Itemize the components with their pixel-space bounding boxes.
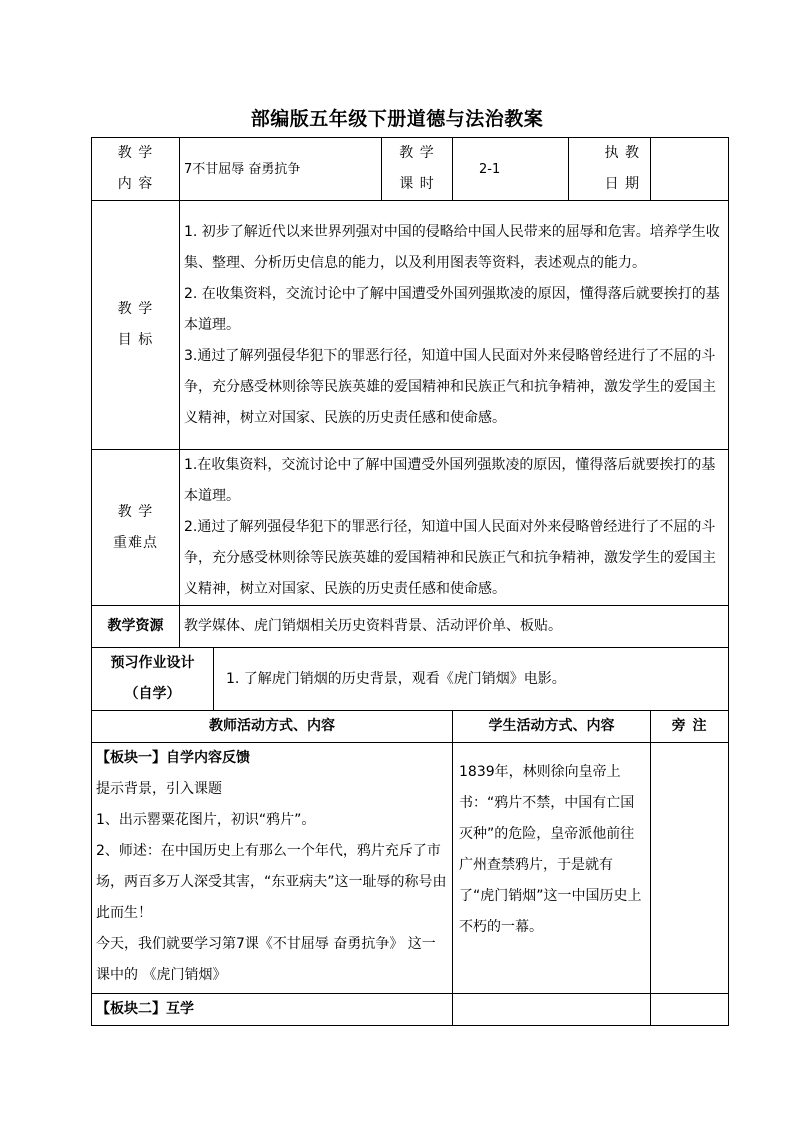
block1-line: 提示背景，引入课题 [96, 781, 222, 797]
content-label: 教 学 内 容 [92, 138, 180, 201]
teacher-activity-header: 教师活动方式、内容 [92, 711, 453, 743]
preview-label: 预习作业设计 （自学） [92, 648, 214, 711]
block1-notes [651, 743, 729, 994]
date-label: 执 教 日 期 [569, 138, 651, 201]
goal-item: 3.通过了解列强侵华犯下的罪恶行径，知道中国人民面对外来侵略曾经进行了不屈的斗争，充分感受林则徐等民族英雄的爱国精神和民族正气和抗争精神，激发学生的爱国主义精神，树立对国家、民族的历史责任感和使命感。 [184, 347, 716, 426]
key-points-content [180, 450, 729, 606]
key-points-label: 教 学 重难点 [92, 450, 180, 606]
block2-student [453, 994, 651, 1026]
block1-student: 1839年，林则徐向皇帝上书：“鸦片不禁，中国有亡国灭种”的危险，皇帝派他前往广州查禁鸦片，于是就有了“虎门销烟”这一中国历史上不朽的一幕。 [453, 743, 651, 994]
resources-label: 教学资源 [92, 606, 180, 648]
block2-notes [651, 994, 729, 1026]
block1-line: 1、出示罂粟花图片，初识“鸦片”。 [96, 812, 316, 828]
key-point-item: 1.在收集资料，交流讨论中了解中国遭受外国列强欺凌的原因，懂得落后就要挨打的基本道理。 [184, 457, 716, 504]
student-activity-header: 学生活动方式、内容 [453, 711, 651, 743]
lesson-plan-table [91, 137, 729, 1026]
goal-item: 2. 在收集资料，交流讨论中了解中国遭受外国列强欺凌的原因，懂得落后就要挨打的基本道理。 [184, 285, 720, 333]
block1-teacher [92, 743, 453, 994]
block1-line: 今天，我们就要学习第7课《不甘屈辱 奋勇抗争》 这一课中的 《虎门销烟》 [96, 936, 436, 983]
preview-value: 1. 了解虎门销烟的历史背景，观看《虎门销烟》电影。 [214, 648, 729, 711]
date-value [651, 138, 729, 201]
notes-header: 旁 注 [651, 711, 729, 743]
block2-heading: 【板块二】互学 [92, 994, 453, 1026]
document-title: 部编版五年级下册道德与法治教案 [250, 108, 544, 130]
hours-value: 2-1 [453, 138, 569, 201]
content-value: 7不甘屈辱 奋勇抗争 [180, 138, 382, 201]
goals-content [180, 201, 729, 450]
goals-label: 教 学 目 标 [92, 201, 180, 450]
key-point-item: 2.通过了解列强侵华犯下的罪恶行径，知道中国人民面对外来侵略曾经进行了不屈的斗争，充分感受林则徐等民族英雄的爱国精神和民族正气和抗争精神，激发学生的爱国主义精神，树立对国家、民族的历史责任感和使命感。 [184, 519, 716, 597]
block1-heading: 【板块一】自学内容反馈 [96, 750, 250, 766]
resources-value: 教学媒体、虎门销烟相关历史资料背景、活动评价单、板贴。 [180, 606, 729, 648]
hours-label: 教 学 课 时 [382, 138, 453, 201]
block1-line: 2、师述：在中国历史上有那么一个年代，鸦片充斥了市场，两百多万人深受其害，“东亚病夫”这一耻辱的称号由此而生！ [96, 843, 447, 921]
goal-item: 1. 初步了解近代以来世界列强对中国的侵略给中国人民带来的屈辱和危害。培养学生收集、整理、分析历史信息的能力，以及利用图表等资料，表述观点的能力。 [184, 223, 720, 271]
